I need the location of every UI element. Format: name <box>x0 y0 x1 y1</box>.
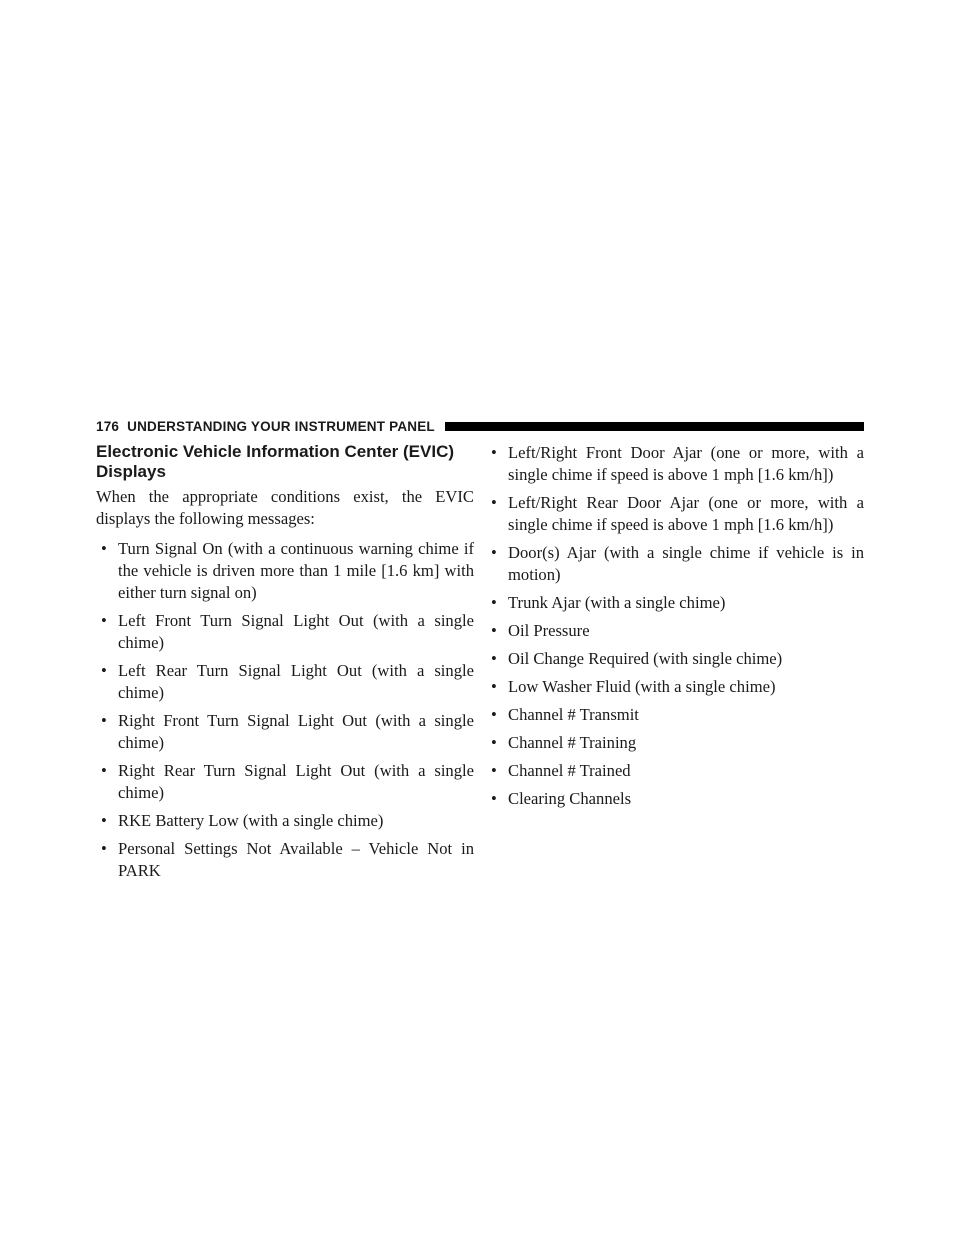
bullet-icon: • <box>101 611 107 630</box>
list-item <box>96 710 474 754</box>
header-rule <box>445 422 864 431</box>
list-item <box>486 648 864 670</box>
bullet-icon: • <box>491 761 497 780</box>
list-item <box>486 542 864 586</box>
list-item-text: Door(s) Ajar (with a single chime if vehicle is in motion) <box>508 543 864 584</box>
list-item <box>96 538 474 604</box>
bullet-icon: • <box>491 621 497 640</box>
bullet-icon: • <box>491 789 497 808</box>
list-item <box>486 442 864 486</box>
list-item <box>486 788 864 810</box>
list-item-text: Left/Right Front Door Ajar (one or more, with a single chime if speed is above 1 mph [1.6 km/h]) <box>508 443 864 484</box>
bullet-icon: • <box>101 539 107 558</box>
list-item-text: Turn Signal On (with a continuous warning chime if the vehicle is driven more than 1 mile [1.6 km] with either turn signal on) <box>118 539 474 602</box>
list-item-text: Channel # Transmit <box>508 705 639 724</box>
list-item-text: Channel # Trained <box>508 761 631 780</box>
list-item-text: Oil Pressure <box>508 621 590 640</box>
bullet-icon: • <box>491 543 497 562</box>
list-item <box>96 660 474 704</box>
bullet-icon: • <box>491 677 497 696</box>
bullet-icon: • <box>491 733 497 752</box>
list-item <box>486 492 864 536</box>
list-item <box>96 838 474 882</box>
list-item <box>96 610 474 654</box>
list-item-text: Channel # Training <box>508 733 637 752</box>
list-item-text: RKE Battery Low (with a single chime) <box>118 811 384 830</box>
list-item-text: Right Rear Turn Signal Light Out (with a single chime) <box>118 761 474 802</box>
bullet-icon: • <box>101 711 107 730</box>
list-item-text: Personal Settings Not Available – Vehicle Not in PARK <box>118 839 474 880</box>
list-item <box>96 810 474 832</box>
list-item-text: Clearing Channels <box>508 789 632 808</box>
bullet-icon: • <box>491 443 497 462</box>
list-item-text: Left Rear Turn Signal Light Out (with a single chime) <box>118 661 474 702</box>
list-item <box>486 760 864 782</box>
list-item <box>486 732 864 754</box>
bullet-icon: • <box>491 649 497 668</box>
page-header <box>96 416 864 436</box>
list-item-text: Trunk Ajar (with a single chime) <box>508 593 726 612</box>
bullet-icon: • <box>491 493 497 512</box>
message-list-right <box>486 442 864 810</box>
list-item <box>96 760 474 804</box>
page-number: 176 <box>96 418 120 434</box>
list-item <box>486 592 864 614</box>
right-column <box>486 442 864 816</box>
section-heading: Electronic Vehicle Information Center (EVIC) Displays <box>96 442 455 481</box>
bullet-icon: • <box>491 705 497 724</box>
message-list-left <box>96 538 474 882</box>
bullet-icon: • <box>101 811 107 830</box>
list-item-text: Right Front Turn Signal Light Out (with a single chime) <box>118 711 474 752</box>
list-item-text: Left/Right Rear Door Ajar (one or more, with a single chime if speed is above 1 mph [1.6 km/h]) <box>508 493 864 534</box>
list-item <box>486 704 864 726</box>
list-item <box>486 676 864 698</box>
list-item-text: Oil Change Required (with single chime) <box>508 649 783 668</box>
list-item-text: Low Washer Fluid (with a single chime) <box>508 677 776 696</box>
list-item <box>486 620 864 642</box>
list-item-text: Left Front Turn Signal Light Out (with a single chime) <box>118 611 474 652</box>
bullet-icon: • <box>101 661 107 680</box>
bullet-icon: • <box>101 761 107 780</box>
left-column <box>96 442 474 888</box>
section-title: UNDERSTANDING YOUR INSTRUMENT PANEL <box>127 418 435 434</box>
bullet-icon: • <box>101 839 107 858</box>
bullet-icon: • <box>491 593 497 612</box>
intro-paragraph: When the appropriate conditions exist, the EVIC displays the following messages: <box>96 487 474 528</box>
